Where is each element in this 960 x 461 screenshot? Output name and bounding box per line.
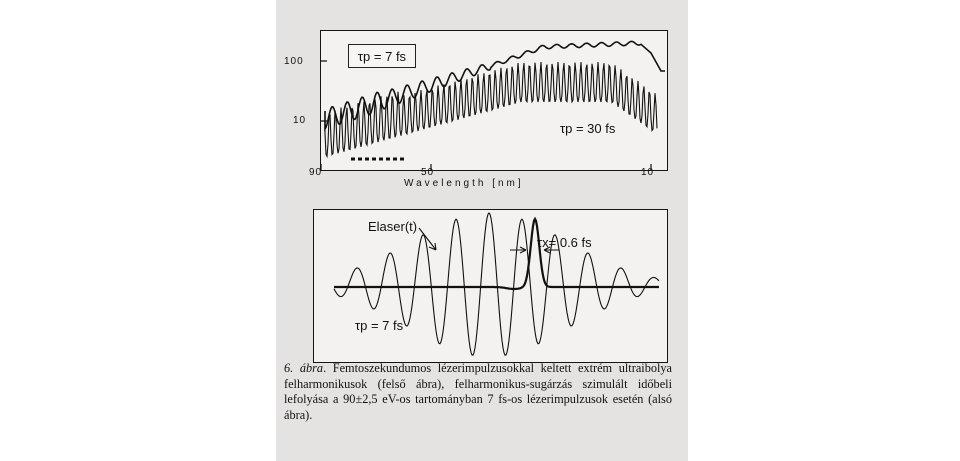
label-elaser: Elaser(t)	[368, 219, 418, 234]
arrow-elaser	[419, 228, 436, 250]
series-30fs	[325, 62, 657, 156]
label-30fs: τp = 30 fs	[560, 121, 616, 136]
x-tick-90: 90	[309, 167, 323, 178]
caption-text: . Femtoszekundumos lézerimpulzusokkal keltett extrém ultraibolya felharmonikusok (felső ábra), felharmonikus-sugárzás szimulált időbeli lefolyása a 90±2,5 eV-os tartományban 7 fs-os lézerimpulzusok esetén (alsó ábra).	[284, 361, 673, 422]
label-tau-x: τx= 0.6 fs	[537, 235, 592, 250]
y-tick-10: 10	[293, 115, 307, 126]
label-tau-p: τp = 7 fs	[355, 318, 404, 333]
legend-7fs	[348, 44, 416, 68]
figure-caption	[284, 361, 672, 423]
time-domain-plot	[313, 209, 668, 363]
field-chart	[314, 210, 667, 362]
figure-number: 6. ábra	[284, 361, 324, 375]
x-tick-50: 50	[421, 167, 435, 178]
legend-label: τp = 7 fs	[357, 48, 407, 64]
laser-field	[334, 213, 659, 355]
x-tick-10: 10	[641, 167, 655, 178]
x-axis-title: Wavelength [nm]	[404, 178, 524, 189]
y-tick-100: 100	[284, 56, 304, 67]
